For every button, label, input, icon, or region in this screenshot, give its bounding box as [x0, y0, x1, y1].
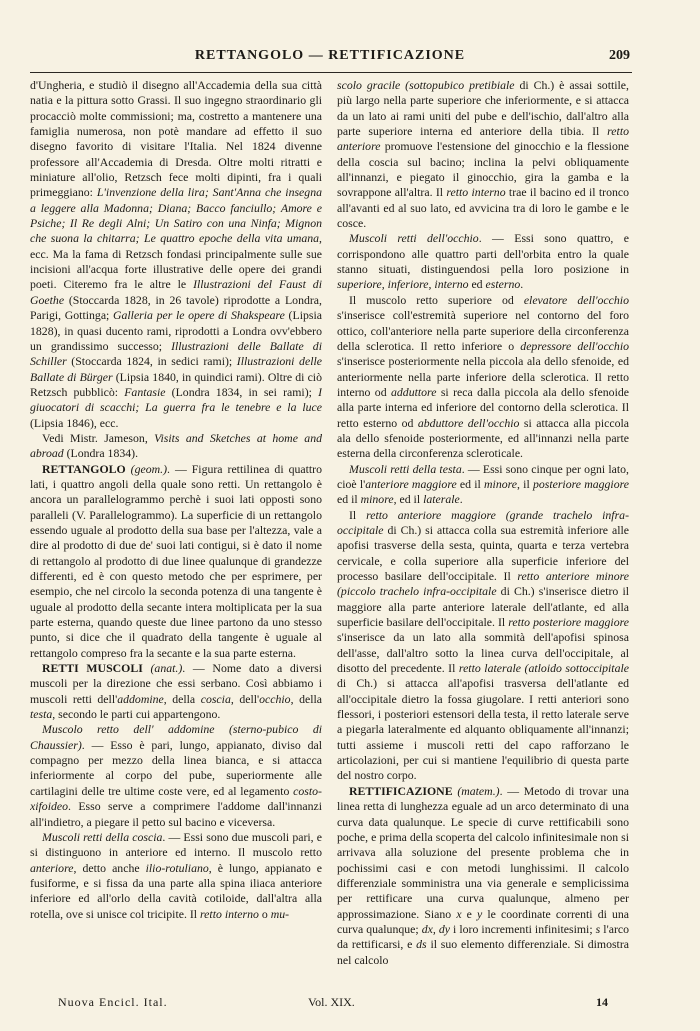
signature-number: 14 [596, 995, 608, 1009]
coscia-subentry: Muscoli retti della coscia. — Essi sono due muscoli pari, e si distinguono in anteriore ed interno. Il muscolo retto anteriore, detto anche ilio-rotuliano, è lungo, appianato e fusiforme, e si fissa da una parte alla spina iliaca anteriore inferiore ed all'orlo della cavità cotiloide, dall'altra alla rotella, ove si unisce col tricipite. Il retto interno o mu- [30, 829, 322, 921]
publication-name: Nuova Encicl. Ital. [58, 995, 168, 1009]
coscia-continuation: scolo gracile (sottopubico pretibiale di Ch.) è assai sottile, più largo nella parte superiore che inferiormente, e si attacca da un lato ai rami uniti del pube e dell'ischio, dall'altro alla parte superiore interna ed anteriore della tibia. Il retto anteriore promuove l'estensione del ginocchio e la flessione della coscia sul bacino; inclina la pelvi obliquamente all'innanzi, e piegato il ginocchio, gira la gamba e la sovrappone all'altra. Il retto interno trae il bacino ed il tronco all'avanti ed al suo lato, ed avvicina tra di loro le gambe e le cosce. [337, 78, 629, 231]
retzsch-paragraph: d'Ungheria, e studiò il disegno all'Accademia della sua città natia e la pittura sotto Grassi. Il suo ingegno straordinario gli procacciò molte commissioni; ma, costretto a mantenere una famiglia numerosa, non potè mandare ad effetto il suo disegno favorito di visitare l'Italia. Nel 1824 divenne professore all'Accademia di Dresda. Oltre molti ritratti e miniature all'olio, Retzsch fece molti dipinti, fra i quali primeggiano: L'invenzione della lira; Sant'Anna che insegna a leggere alla Madonna; Diana; Bacco fanciullo; Amore e Psiche; Il Re degli Alni; Un Satiro con una Ninfa; Mignon che suona la chitarra; Le quattro epoche della vita umana, ecc. Ma la fama di Retzsch fondasi principalmente sulle sue incisioni all'acqua forte illustrative delle opere dei grandi poeti. Citeremo fra le altre le Illustrazioni del Faust di Goethe (Stoccarda 1828, in 26 tavole) riprodotte a Londra, Parigi, Gottinga; Galleria per le opere di Shakspeare (Lipsia 1828), in quasi ducento rami, riprodotti a Londra ovv'ebbero un grandissimo successo; Illustrazioni delle Ballate di Schiller (Stoccarda 1824, in sedici rami); Illustrazioni delle Ballate di Bürger (Lipsia 1840, in quindici rami). Oltre di ciò Retzsch pubblicò: Fantasie (Londra 1834, in sei rami); I giuocatori di scacchi; La guerra fra le tenebre e la luce (Lipsia 1846), ecc. [30, 78, 322, 430]
left-column [30, 78, 322, 990]
entry-headword: RETTIFICAZIONE [349, 783, 453, 798]
occhio-subentry: Muscoli retti dell'occhio. — Essi sono quattro, e corrispondono alle quattro parti dell'orbita entro la quale stanno situati, distinguendosi pella loro posizione in superiore, inferiore, interno ed esterno. [337, 231, 629, 292]
occhio-details: Il muscolo retto superiore od elevatore dell'occhio s'inserisce coll'estremità superiore nel contorno del foro ottico, coll'anteriore nella parte superiore della circonferenza della sclerotica. Il retto inferiore o depressore dell'occhio s'inserisce posteriormente nella piccola ala dello sfenoide, ed anteriormente nella parte inferiore della sclerotica. Il retto interno od adduttore si reca dalla piccola ala dello sfenoide alla parte interna ed inferiore del contorno della sclerotica. Il retto esterno od abduttore dell'occhio si attacca alla piccola ala dello sfenoide posteriormente, ed all'innanzi nella parte esterna della circonferenza scleroticale. [337, 292, 629, 461]
testa-details: Il retto anteriore maggiore (grande trachelo infra-occipitale di Ch.) si attacca colla sua estremità inferiore alle apofisi trasverse della sesta, quinta, quarta e terza vertebra cervicale, e colla superiore alla superficie inferiore del processo basilare dell'occipitale. Il retto anteriore minore (piccolo trachelo infra-occipitale di Ch.) s'inserisce dietro il maggiore alla parte anteriore laterale dell'atlante, ed alla superficie basilare dell'occipitale. Il retto posteriore maggiore s'inserisce da un lato alla sommità dell'apofisi spinosa dell'asse, dall'altro sotto la linea curva dell'occipitale, al disotto del precedente. Il retto laterale (atloido sottoccipitale di Ch.) si attacca all'apofisi trasversa dell'atlante ed all'occipitale dietro la fossa giugolare. I retti anteriori sono flessori, i posteriori estensori della testa, il retto laterale serve a piegarla lateralmente ed alquanto obliquamente all'innanzi; tutti assieme i muscoli retti del capo rafforzano le articolazioni, per cui si mantiene l'equilibrio di questa parte del nostro corpo. [337, 507, 629, 783]
header-rule [30, 72, 632, 73]
entry-headword: RETTI MUSCOLI [42, 661, 143, 676]
rettificazione-entry: RETTIFICAZIONE (matem.). — Metodo di trovar una linea retta di lunghezza eguale ad un arco determinato di una curva data qualunque. Le specie di curve rettificabili sono poche, e prima della scoperta del calcolo infinitesimale non si arrivava alla soluzione del presente problema che in pochissimi casi e con metodi lunghissimi. Il calcolo differenziale somministra una via generale e semplicissima per rettificare una curva qualunque, almeno per approssimazione. Siano x e y le coordinate correnti di una curva qualunque; dx, dy i loro incrementi infinitesimi; s l'arco da rettificarsi, e ds il suo elemento differenziale. Si dimostra nel calcolo [337, 783, 629, 967]
page-number: 209 [609, 48, 630, 63]
page-header [30, 48, 630, 70]
volume-number: Vol. XIX. [308, 995, 355, 1009]
page-footer [30, 995, 630, 1015]
rettangolo-entry: RETTANGOLO (geom.). — Figura rettilinea di quattro lati, i quattro angoli della quale sono retti. Un rettangolo è ancora un parallelogrammo perchè i suoi lati opposti sono paralleli (V. Parallelogrammo). La superficie di un rettangolo essendo uguale al prodotto della sua base per l'altezza, vale a dire al prodotto di due de' suoi lati contigui, si è dato il nome di rettangolo al prodotto di due linee qualunque di grandezze differenti, ed è con questo metodo che per esprimere, per esempio, che nel circolo la seconda potenza di una tangente è uguale al prodotto della secante intera moltiplicata per la sua parte esterna, quando queste due linee partono da uno stesso punto, si dice che il quadrato della tangente è uguale al rettangolo compreso fra la secante e la sua parte esterna. [30, 461, 322, 660]
retti-muscoli-entry: RETTI MUSCOLI (anat.). — Nome dato a diversi muscoli per la direzione che essi serbano. Così abbiamo i muscoli retti dell'addomine, della coscia, dell'occhio, della testa, secondo le parti cui appartengono. [30, 661, 322, 722]
addomine-subentry: Muscolo retto dell' addomine (sterno-pubico di Chaussier). — Esso è pari, lungo, appianato, diviso dal compagno per mezzo della linea bianca, e si attacca inferiormente al corpo del pube, superiormente alle cartilagini delle tre ultime coste vere, ed al legamento costo-xifoideo. Esso serve a comprimere l'addome dall'innanzi all'indietro, a piegare il petto sul bacino e viceversa. [30, 722, 322, 829]
right-column [337, 78, 629, 990]
testa-subentry: Muscoli retti della testa. — Essi sono cinque per ogni lato, cioè l'anteriore maggiore ed il minore, il posteriore maggiore ed il minore, ed il laterale. [337, 461, 629, 507]
running-title: RETTANGOLO — RETTIFICAZIONE [194, 48, 466, 63]
entry-headword: RETTANGOLO [42, 461, 126, 476]
retzsch-reference: Vedi Mistr. Jameson, Visits and Sketches at home and abroad (Londra 1834). [30, 430, 322, 461]
